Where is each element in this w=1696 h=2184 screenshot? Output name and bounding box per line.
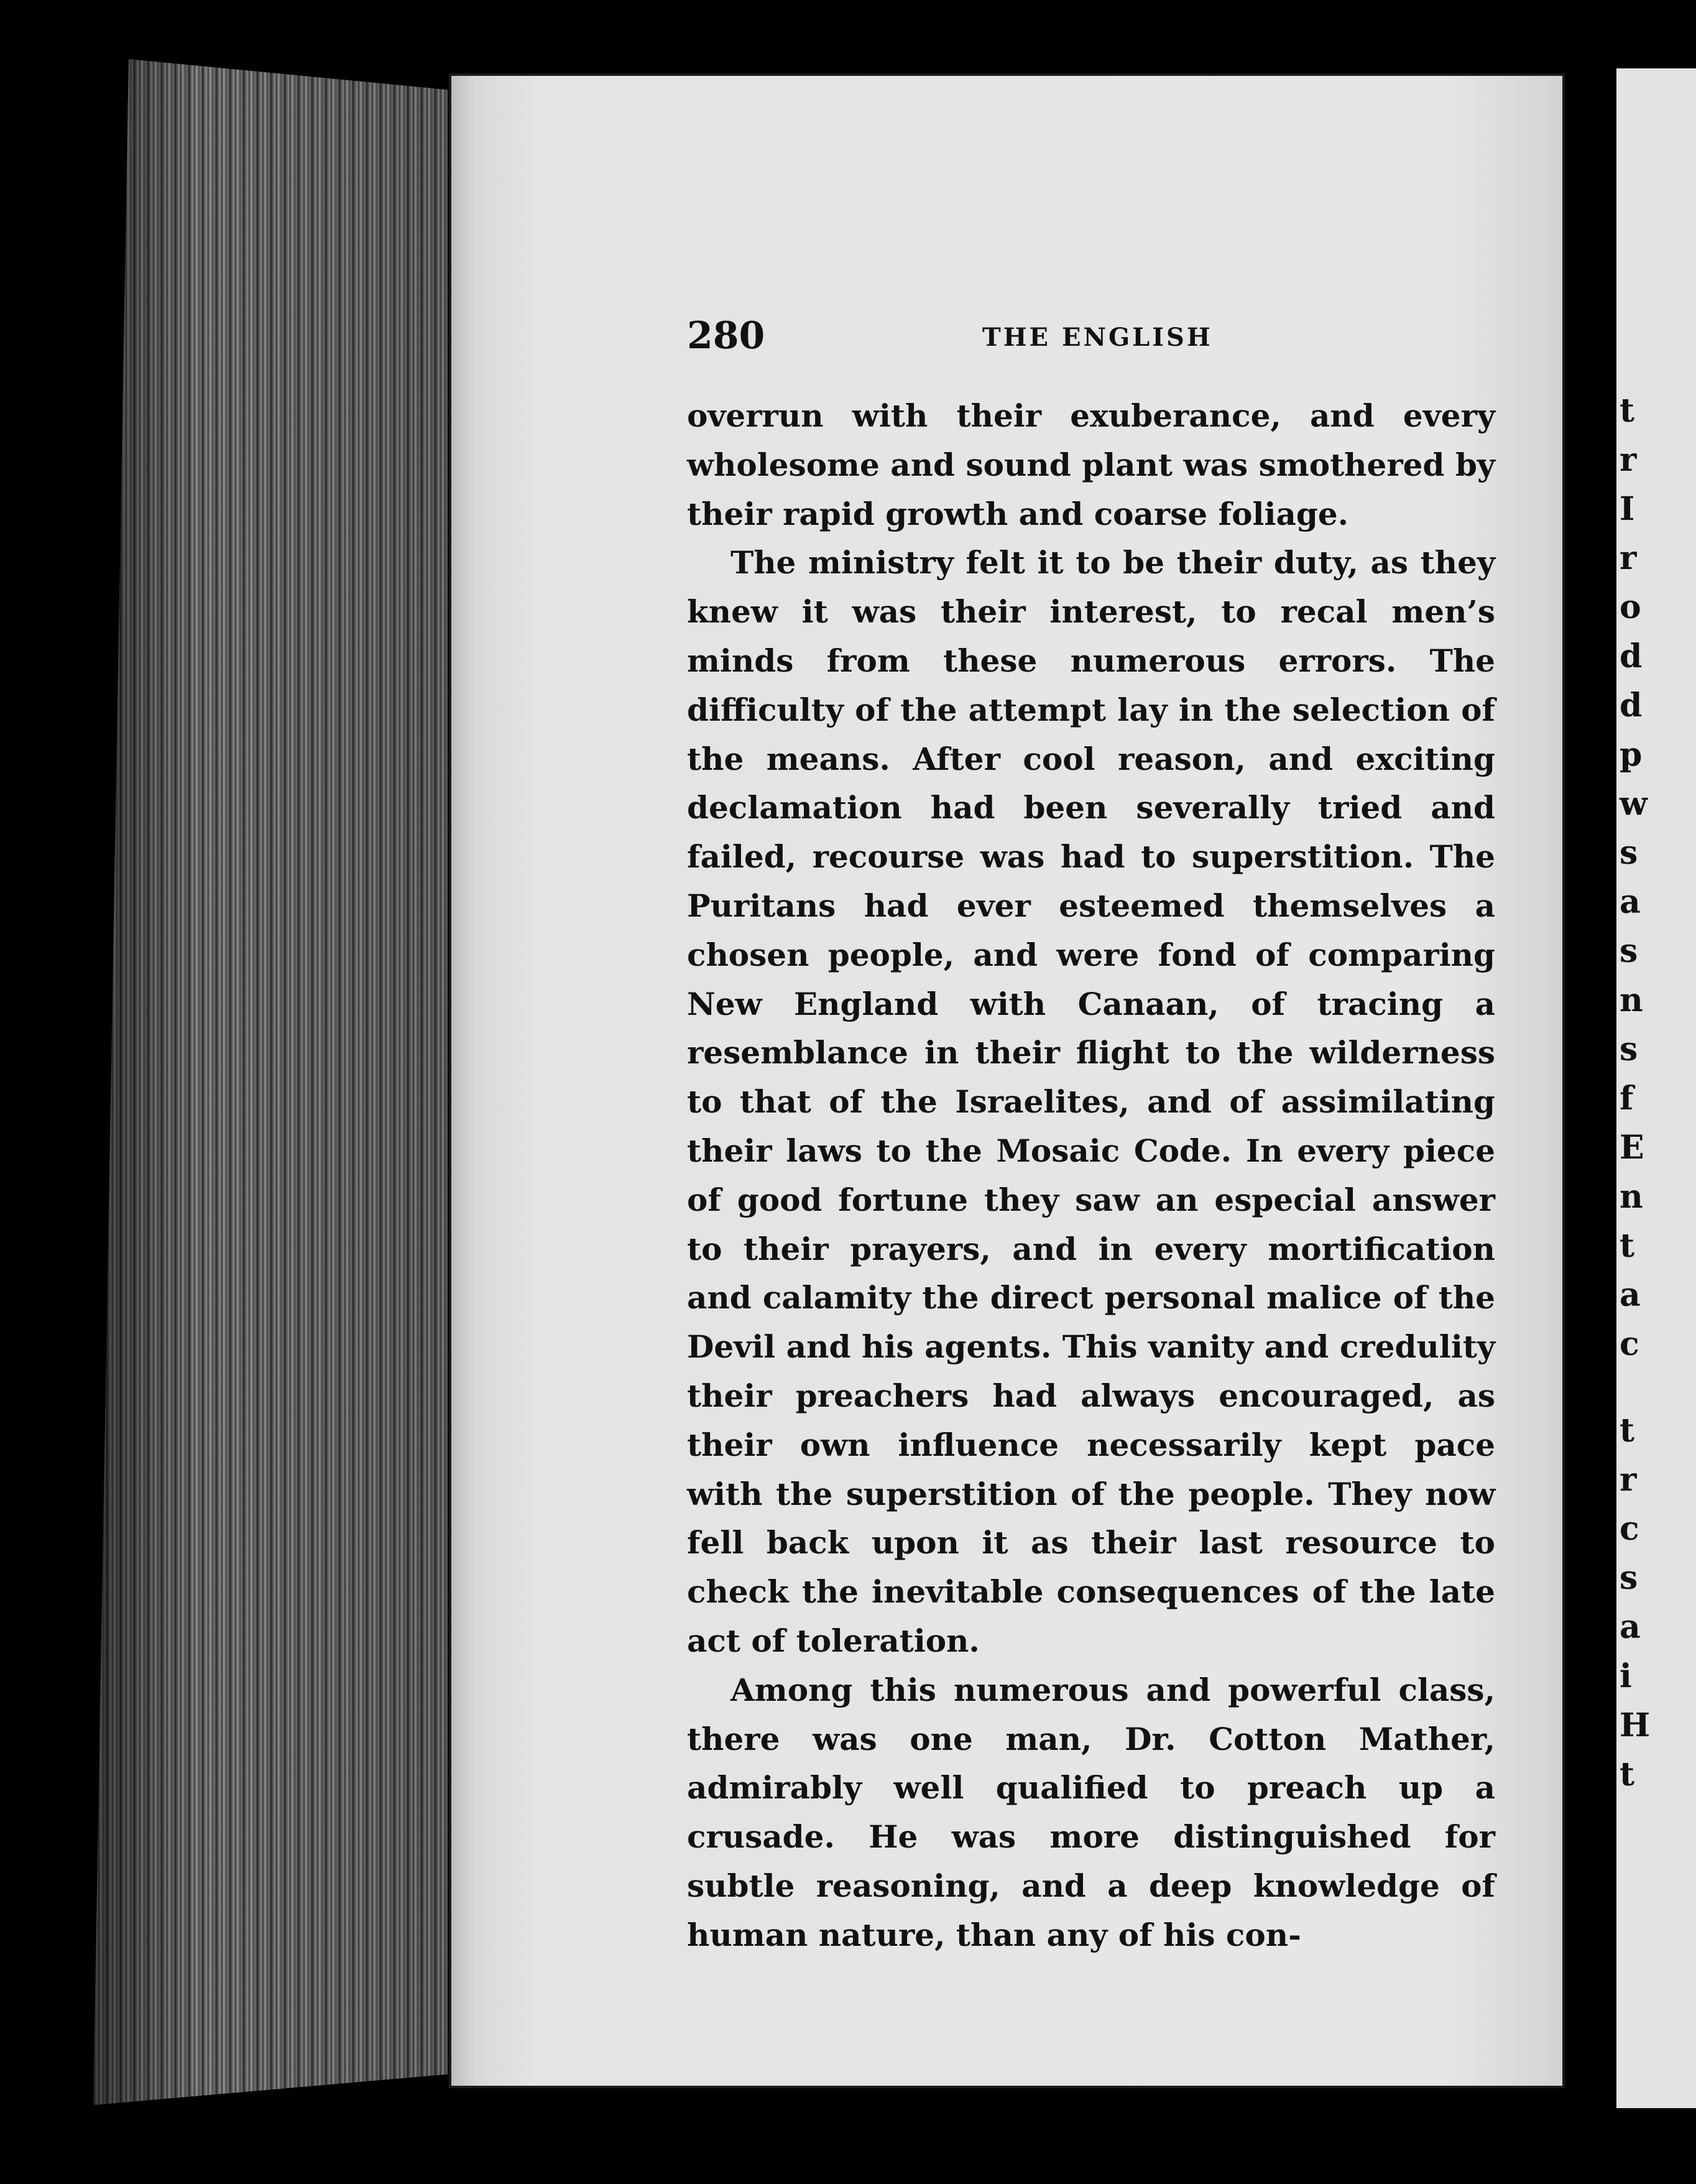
body-text: [687, 392, 1495, 1960]
facing-page-fragment: i: [1620, 1657, 1632, 1695]
facing-page-fragment: s: [1620, 834, 1638, 872]
facing-page-fragment: a: [1620, 1608, 1641, 1646]
facing-page-fragment: H: [1620, 1706, 1651, 1744]
facing-page-fragment: s: [1620, 932, 1638, 970]
running-head: [687, 314, 1489, 364]
facing-page-fragment: d: [1620, 687, 1643, 724]
facing-page-fragment: n: [1620, 981, 1643, 1019]
facing-page-fragment: r: [1620, 1461, 1637, 1499]
paragraph-1: overrun with their exuberance, and every wholesome and sound plant was smothered by their rapid growth and coarse foliage.: [687, 397, 1495, 532]
facing-page-fragment: s: [1620, 1030, 1638, 1068]
facing-page-fragment: I: [1620, 490, 1635, 528]
facing-page-fragment: f: [1620, 1080, 1634, 1117]
facing-page-fragment: c: [1620, 1325, 1639, 1363]
page-number: 280: [687, 314, 765, 358]
page-edges: [93, 59, 448, 2105]
running-title: THE ENGLISH: [982, 323, 1213, 352]
facing-page-fragment: c: [1620, 1510, 1639, 1548]
facing-page-fragment: a: [1620, 883, 1641, 921]
facing-page-fragment: p: [1620, 736, 1643, 774]
facing-page-fragment: w: [1620, 785, 1648, 823]
facing-page-fragment: n: [1620, 1178, 1643, 1216]
facing-page-fragment: s: [1620, 1559, 1638, 1597]
paragraph-3: Among this numerous and powerful class, there was one man, Dr. Cotton Mather, admirably well qualified to preach up a crusade. He was more distinguished for subtle reasoning, and a deep knowledge of human nature, than any of his con-: [687, 1671, 1495, 1953]
facing-page-edge: [1616, 68, 1696, 2108]
facing-page-fragment: t: [1620, 1227, 1635, 1265]
facing-page-fragment: t: [1620, 1756, 1635, 1793]
facing-page-fragment: a: [1620, 1276, 1641, 1314]
facing-page-fragment: E: [1620, 1129, 1644, 1167]
facing-page-fragment: o: [1620, 588, 1641, 626]
facing-page-fragment: t: [1620, 392, 1635, 430]
facing-page-fragment: r: [1620, 539, 1637, 577]
facing-page-fragment: t: [1620, 1412, 1635, 1450]
paragraph-2: The ministry felt it to be their duty, as they knew it was their interest, to recal men’s minds from these numerous errors. The difficulty of the attempt lay in the selection of the means. After cool reason, and exciting declamation had been severally tried and failed, recourse was had to superstition. The Puritans had ever esteemed themselves a chosen people, and were fond of comparing New England with Canaan, of tracing a resemblance in their flight to the wilderness to that of the Israelites, and of assimilating their laws to the Mosaic Code. In every piece of good fortune they saw an especial answer to their prayers, and in every mortification and calamity the direct personal malice of the Devil and his agents. This vanity and credulity their preachers had always encouraged, as their own influence necessarily kept pace with the superstition of the people. They now fell back upon it as their last resource to check the inevitable consequences of the late act of toleration.: [687, 544, 1495, 1659]
facing-page-fragment: r: [1620, 441, 1637, 479]
facing-page-fragment: d: [1620, 637, 1643, 675]
